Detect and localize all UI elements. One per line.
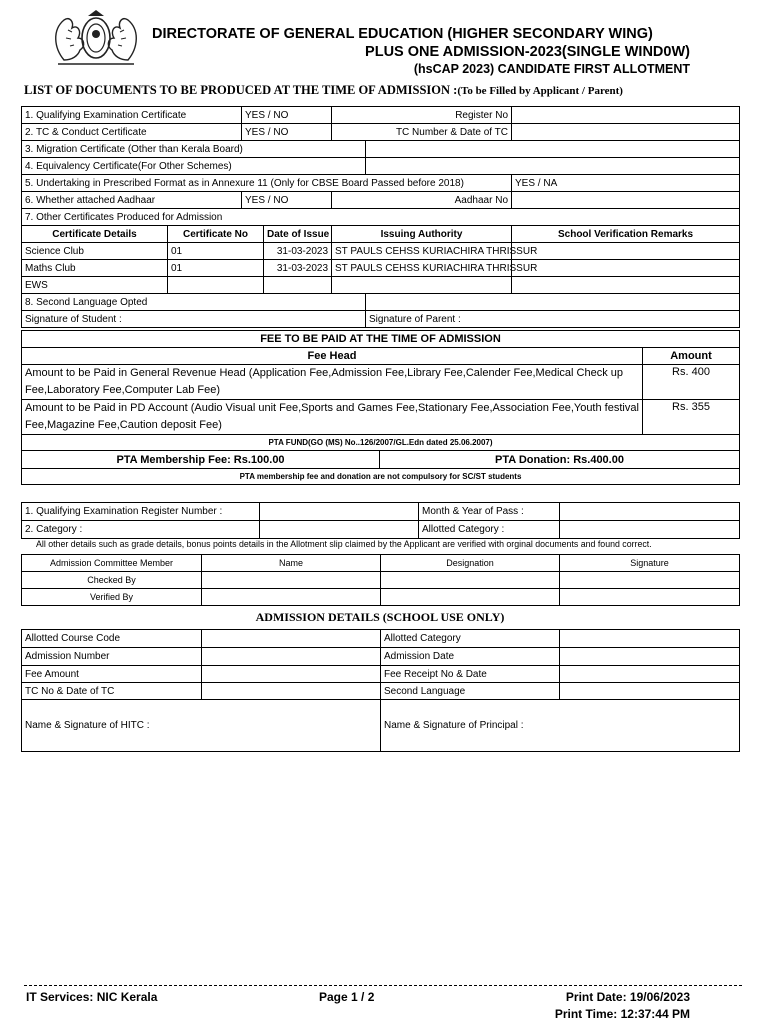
fee-row2-text: Amount to be Paid in PD Account (Audio Visual unit Fee,Sports and Games Fee,Stationary Fee,Association Fee,Youth festival Fee,Magazine Fee,Caution deposit Fee) [22,400,643,435]
adm-tc-no: TC No & Date of TC [22,683,202,700]
cert-date: 31-03-2023 [264,260,332,277]
adm-fee-amount: Fee Amount [22,666,202,683]
doc-row-2 [22,124,740,141]
doc-r5-opt: YES / NA [512,175,740,192]
committee-header-member: Admission Committee Member [22,555,202,572]
doc-row-7 [22,209,740,226]
cert-row [22,243,740,260]
doc-r1-value[interactable] [512,107,740,124]
qual-allot-cat-label: Allotted Category : [419,521,560,539]
documents-title-sub: (To be Filled by Applicant / Parent) [457,85,623,97]
verification-note: All other details such as grade details, bonus points details in the Allotment slip claimed by the Applicant are verified with orginal documents and found correct. [36,539,652,549]
doc-r3-label: 3. Migration Certificate (Other than Kerala Board) [22,141,366,158]
cert-header-no: Certificate No [168,226,264,243]
adm-value-cell[interactable] [560,666,740,683]
doc-r2-value[interactable] [512,124,740,141]
adm-hitc-signature: Name & Signature of HITC : [22,700,381,752]
doc-r3-value[interactable] [366,141,740,158]
adm-value-cell[interactable] [560,630,740,648]
cert-date: 31-03-2023 [264,243,332,260]
pta-note: PTA membership fee and donation are not compulsory for SC/ST students [22,469,740,485]
cert-remarks[interactable] [512,243,740,260]
committee-header-signature: Signature [560,555,740,572]
adm-admission-number: Admission Number [22,648,202,666]
cert-remarks[interactable] [512,277,740,294]
kerala-emblem-icon [44,8,148,68]
footer-print-time: Print Time: 12:37:44 PM [554,1007,690,1021]
committee-table [21,554,740,606]
doc-r4-label: 4. Equivalency Certificate(For Other Schemes) [22,158,366,175]
sign-parent: Signature of Parent : [366,311,740,328]
committee-designation-cell[interactable] [381,589,560,606]
fee-row1-amount: Rs. 400 [643,365,740,400]
qualification-table [21,502,740,539]
cert-date [264,277,332,294]
cert-header-date: Date of Issue [264,226,332,243]
cert-no [168,277,264,294]
doc-row-6 [22,192,740,209]
committee-verified-by: Verified By [22,589,202,606]
cert-header-remarks: School Verification Remarks [512,226,740,243]
cert-header-details: Certificate Details [22,226,168,243]
doc-row-3 [22,141,740,158]
committee-header-designation: Designation [381,555,560,572]
documents-title-main: LIST OF DOCUMENTS TO BE PRODUCED AT THE TIME OF ADMISSION : [24,83,458,97]
adm-allotted-course-code: Allotted Course Code [22,630,202,648]
adm-second-language: Second Language [381,683,560,700]
committee-header-name: Name [202,555,381,572]
cert-header-row [22,226,740,243]
committee-checked-by: Checked By [22,572,202,589]
committee-signature-cell[interactable] [560,572,740,589]
cert-remarks[interactable] [512,260,740,277]
doc-r1-label: 1. Qualifying Examination Certificate [22,107,242,124]
doc-r6-value[interactable] [512,192,740,209]
pta-donation: PTA Donation: Rs.400.00 [380,451,740,469]
footer-divider [24,985,742,986]
doc-row-5 [22,175,740,192]
header-line2: PLUS ONE ADMISSION-2023(SINGLE WIND0W) [365,44,690,60]
cert-row [22,260,740,277]
doc-r2-field: TC Number & Date of TC [332,124,512,141]
cert-detail: EWS [22,277,168,294]
adm-value-cell[interactable] [202,648,381,666]
committee-name-cell[interactable] [202,589,381,606]
doc-r2-label: 2. TC & Conduct Certificate [22,124,242,141]
committee-name-cell[interactable] [202,572,381,589]
header-line3: (hsCAP 2023) CANDIDATE FIRST ALLOTMENT [413,62,690,76]
doc-r1-opt: YES / NO [242,107,332,124]
doc-r6-field: Aadhaar No [332,192,512,209]
doc-r1-field: Register No [332,107,512,124]
documents-title [24,83,623,98]
fee-row1-text: Amount to be Paid in General Revenue Head (Application Fee,Admission Fee,Library Fee,Calender Fee,Medical Check up Fee,Laboratory Fee,Computer Lab Fee) [22,365,643,400]
qual-month-label: Month & Year of Pass : [419,503,560,521]
cert-no: 01 [168,243,264,260]
fee-title: FEE TO BE PAID AT THE TIME OF ADMISSION [22,331,740,348]
doc-r5-label: 5. Undertaking in Prescribed Format as in Annexure 11 (Only for CBSE Board Passed before 2018) [22,175,512,192]
pta-fund: PTA FUND(GO (MS) No..126/2007/GL.Edn dated 25.06.2007) [22,435,740,451]
committee-signature-cell[interactable] [560,589,740,606]
cert-authority: ST PAULS CEHSS KURIACHIRA THRISSUR [332,260,512,277]
footer-print-date: Print Date: 19/06/2023 [565,990,690,1004]
cert-row [22,277,740,294]
cert-no: 01 [168,260,264,277]
cert-detail: Maths Club [22,260,168,277]
cert-authority [332,277,512,294]
cert-header-authority: Issuing Authority [332,226,512,243]
qual-reg-label: 1. Qualifying Examination Register Number : [22,503,260,521]
cert-detail: Science Club [22,243,168,260]
fee-col-head: Fee Head [22,348,643,365]
footer-services: IT Services: NIC Kerala [26,990,158,1004]
adm-fee-receipt: Fee Receipt No & Date [381,666,560,683]
qual-reg-value[interactable] [260,503,419,521]
admission-table [21,629,740,752]
doc-row-8 [22,294,740,311]
cert-authority: ST PAULS CEHSS KURIACHIRA THRISSUR [332,243,512,260]
qual-cat-value[interactable] [260,521,419,539]
adm-value-cell[interactable] [202,666,381,683]
doc-r8-label: 8. Second Language Opted [22,294,366,311]
doc-row-1 [22,107,740,124]
adm-principal-signature: Name & Signature of Principal : [381,700,740,752]
qual-allot-cat-value[interactable] [560,521,740,539]
adm-value-cell[interactable] [202,630,381,648]
doc-r7-label: 7. Other Certificates Produced for Admission [22,209,740,226]
sign-student: Signature of Student : [22,311,366,328]
admission-title: ADMISSION DETAILS (SCHOOL USE ONLY) [255,610,505,624]
doc-r4-value[interactable] [366,158,740,175]
doc-r6-label: 6. Whether attached Aadhaar [22,192,242,209]
doc-r8-value[interactable] [366,294,740,311]
documents-table [21,106,740,328]
signature-row [22,311,740,328]
doc-row-4 [22,158,740,175]
qual-cat-label: 2. Category : [22,521,260,539]
fee-col-amount: Amount [643,348,740,365]
adm-value-cell[interactable] [202,683,381,700]
footer-page: Page 1 / 2 [319,990,375,1004]
fee-row2-amount: Rs. 355 [643,400,740,435]
pta-membership: PTA Membership Fee: Rs.100.00 [22,451,380,469]
doc-r6-opt: YES / NO [242,192,332,209]
adm-admission-date: Admission Date [381,648,560,666]
fee-table [21,330,740,485]
adm-allotted-category: Allotted Category [381,630,560,648]
qual-month-value[interactable] [560,503,740,521]
adm-value-cell[interactable] [560,683,740,700]
header-line1: DIRECTORATE OF GENERAL EDUCATION (HIGHER SECONDARY WING) [152,26,653,42]
committee-designation-cell[interactable] [381,572,560,589]
doc-r2-opt: YES / NO [242,124,332,141]
adm-value-cell[interactable] [560,648,740,666]
